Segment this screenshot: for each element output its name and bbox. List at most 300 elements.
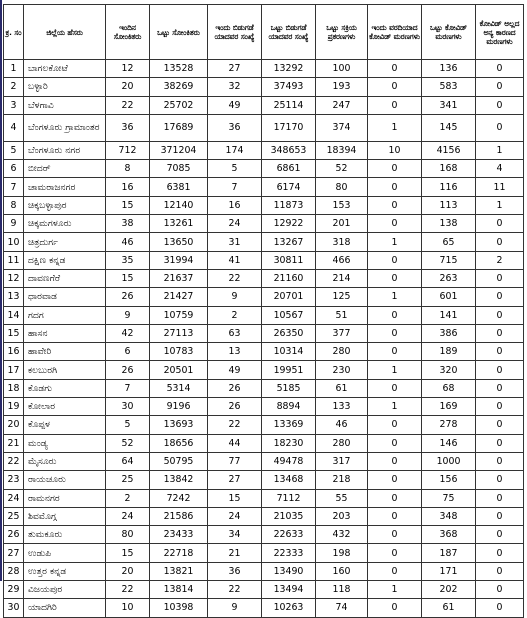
table-row — [4, 251, 524, 269]
cell-today-deaths: 1 — [368, 233, 422, 251]
cell-today-infected: 52 — [106, 434, 150, 452]
cell-serial: 29 — [4, 581, 24, 599]
cell-today-infected: 22 — [106, 581, 150, 599]
cell-non-covid-deaths: 0 — [476, 379, 524, 397]
cell-today-infected: 8 — [106, 160, 150, 178]
table-row — [4, 178, 524, 196]
cell-district-name: ಬೆಂಗಳೂರು ಗ್ರಾಮಾಂತರ — [24, 114, 106, 141]
cell-total-discharged: 25114 — [262, 96, 316, 114]
cell-today-deaths: 0 — [368, 60, 422, 78]
cell-today-deaths: 0 — [368, 324, 422, 342]
cell-district-name: ಹಾಸನ — [24, 324, 106, 342]
cell-today-deaths: 1 — [368, 581, 422, 599]
cell-today-deaths: 0 — [368, 452, 422, 470]
cell-today-discharged: 9 — [208, 288, 262, 306]
cell-today-infected: 20 — [106, 562, 150, 580]
cell-total-deaths: 386 — [422, 324, 476, 342]
cell-serial: 28 — [4, 562, 24, 580]
cell-serial: 30 — [4, 599, 24, 617]
table-row — [4, 379, 524, 397]
cell-district-name: ತುಮಕೂರು — [24, 526, 106, 544]
cell-total-deaths: 278 — [422, 416, 476, 434]
cell-active-cases: 374 — [316, 114, 368, 141]
cell-today-infected: 24 — [106, 507, 150, 525]
cell-today-deaths: 0 — [368, 526, 422, 544]
cell-district-name: ಬೆಳಗಾವಿ — [24, 96, 106, 114]
cell-today-infected: 9 — [106, 306, 150, 324]
cell-non-covid-deaths: 0 — [476, 526, 524, 544]
cell-total-infected: 13842 — [150, 471, 208, 489]
cell-today-discharged: 13 — [208, 343, 262, 361]
cell-active-cases: 18394 — [316, 141, 368, 159]
cell-today-infected: 64 — [106, 452, 150, 470]
cell-today-deaths: 0 — [368, 507, 422, 525]
cell-non-covid-deaths: 0 — [476, 398, 524, 416]
cell-total-deaths: 601 — [422, 288, 476, 306]
header-total-infected: ಒಟ್ಟು ಸೋಂಕಿತರು — [150, 5, 208, 60]
cell-today-deaths: 0 — [368, 269, 422, 287]
cell-total-infected: 38269 — [150, 78, 208, 96]
table-row — [4, 215, 524, 233]
table-row — [4, 269, 524, 287]
cell-total-discharged: 20701 — [262, 288, 316, 306]
cell-total-deaths: 136 — [422, 60, 476, 78]
header-serial: ಕ್ರ. ಸಂ — [4, 5, 24, 60]
table-row — [4, 398, 524, 416]
cell-total-discharged: 10314 — [262, 343, 316, 361]
cell-serial: 17 — [4, 361, 24, 379]
cell-non-covid-deaths: 0 — [476, 471, 524, 489]
cell-total-deaths: 1000 — [422, 452, 476, 470]
cell-today-discharged: 41 — [208, 251, 262, 269]
cell-total-infected: 371204 — [150, 141, 208, 159]
cell-non-covid-deaths: 0 — [476, 581, 524, 599]
cell-total-infected: 20501 — [150, 361, 208, 379]
cell-total-discharged: 26350 — [262, 324, 316, 342]
cell-today-discharged: 22 — [208, 269, 262, 287]
cell-today-deaths: 0 — [368, 434, 422, 452]
cell-total-deaths: 348 — [422, 507, 476, 525]
cell-serial: 4 — [4, 114, 24, 141]
cell-non-covid-deaths: 0 — [476, 269, 524, 287]
cell-today-infected: 15 — [106, 196, 150, 214]
cell-today-infected: 7 — [106, 379, 150, 397]
cell-serial: 16 — [4, 343, 24, 361]
cell-total-deaths: 715 — [422, 251, 476, 269]
cell-active-cases: 280 — [316, 343, 368, 361]
cell-total-deaths: 341 — [422, 96, 476, 114]
cell-today-infected: 46 — [106, 233, 150, 251]
cell-total-infected: 10783 — [150, 343, 208, 361]
cell-non-covid-deaths: 11 — [476, 178, 524, 196]
cell-total-discharged: 13468 — [262, 471, 316, 489]
table-row — [4, 114, 524, 141]
cell-non-covid-deaths: 0 — [476, 489, 524, 507]
cell-active-cases: 377 — [316, 324, 368, 342]
cell-today-deaths: 0 — [368, 78, 422, 96]
cell-non-covid-deaths: 0 — [476, 544, 524, 562]
cell-total-discharged: 22333 — [262, 544, 316, 562]
cell-district-name: ಕೊಡಗು — [24, 379, 106, 397]
header-row — [4, 5, 524, 60]
cell-active-cases: 230 — [316, 361, 368, 379]
cell-active-cases: 247 — [316, 96, 368, 114]
cell-total-deaths: 146 — [422, 434, 476, 452]
cell-serial: 18 — [4, 379, 24, 397]
table-body — [4, 60, 524, 618]
cell-district-name: ದಾವಣಗೆರೆ — [24, 269, 106, 287]
cell-active-cases: 214 — [316, 269, 368, 287]
table-row — [4, 507, 524, 525]
cell-today-discharged: 7 — [208, 178, 262, 196]
cell-today-discharged: 49 — [208, 361, 262, 379]
cell-today-deaths: 0 — [368, 544, 422, 562]
cell-today-infected: 42 — [106, 324, 150, 342]
cell-today-discharged: 27 — [208, 471, 262, 489]
header-total-discharged: ಒಟ್ಟು ಬಿಡುಗಡೆ ಯಾದವರ ಸಂಖ್ಯೆ — [262, 5, 316, 60]
cell-district-name: ಚಾಮರಾಜನಗರ — [24, 178, 106, 196]
cell-total-infected: 13650 — [150, 233, 208, 251]
cell-total-infected: 18656 — [150, 434, 208, 452]
cell-serial: 2 — [4, 78, 24, 96]
cell-non-covid-deaths: 4 — [476, 160, 524, 178]
cell-today-discharged: 27 — [208, 60, 262, 78]
cell-today-deaths: 0 — [368, 489, 422, 507]
cell-district-name: ಶಿವಮೊಗ್ಗ — [24, 507, 106, 525]
cell-serial: 19 — [4, 398, 24, 416]
cell-today-discharged: 36 — [208, 562, 262, 580]
cell-today-discharged: 5 — [208, 160, 262, 178]
cell-total-deaths: 138 — [422, 215, 476, 233]
cell-active-cases: 80 — [316, 178, 368, 196]
cell-today-infected: 2 — [106, 489, 150, 507]
cell-total-discharged: 348653 — [262, 141, 316, 159]
cell-total-infected: 23433 — [150, 526, 208, 544]
cell-today-discharged: 31 — [208, 233, 262, 251]
cell-district-name: ರಾಮನಗರ — [24, 489, 106, 507]
cell-total-discharged: 17170 — [262, 114, 316, 141]
cell-total-discharged: 30811 — [262, 251, 316, 269]
cell-active-cases: 160 — [316, 562, 368, 580]
table-row — [4, 60, 524, 78]
cell-serial: 1 — [4, 60, 24, 78]
cell-today-discharged: 32 — [208, 78, 262, 96]
cell-today-infected: 36 — [106, 114, 150, 141]
cell-non-covid-deaths: 0 — [476, 361, 524, 379]
cell-active-cases: 201 — [316, 215, 368, 233]
cell-non-covid-deaths: 0 — [476, 215, 524, 233]
cell-total-infected: 17689 — [150, 114, 208, 141]
cell-serial: 5 — [4, 141, 24, 159]
cell-total-deaths: 116 — [422, 178, 476, 196]
cell-today-deaths: 0 — [368, 599, 422, 617]
cell-total-discharged: 18230 — [262, 434, 316, 452]
cell-total-discharged: 8894 — [262, 398, 316, 416]
cell-active-cases: 46 — [316, 416, 368, 434]
cell-serial: 7 — [4, 178, 24, 196]
cell-total-infected: 21637 — [150, 269, 208, 287]
cell-today-deaths: 0 — [368, 96, 422, 114]
cell-today-discharged: 174 — [208, 141, 262, 159]
cell-today-discharged: 21 — [208, 544, 262, 562]
cell-serial: 15 — [4, 324, 24, 342]
cell-total-deaths: 583 — [422, 78, 476, 96]
cell-non-covid-deaths: 0 — [476, 324, 524, 342]
cell-district-name: ಬಳ್ಳಾರಿ — [24, 78, 106, 96]
cell-total-discharged: 37493 — [262, 78, 316, 96]
table-row — [4, 196, 524, 214]
cell-today-discharged: 49 — [208, 96, 262, 114]
cell-district-name: ಮಂಡ್ಯ — [24, 434, 106, 452]
cell-district-name: ಬೀದರ್ — [24, 160, 106, 178]
cell-active-cases: 118 — [316, 581, 368, 599]
cell-today-infected: 26 — [106, 361, 150, 379]
cell-district-name: ರಾಯಚೂರು — [24, 471, 106, 489]
cell-total-infected: 7085 — [150, 160, 208, 178]
cell-active-cases: 61 — [316, 379, 368, 397]
cell-today-infected: 5 — [106, 416, 150, 434]
header-total-deaths: ಒಟ್ಟು ಕೋವಿಡ್ ಮರಣಗಳು — [422, 5, 476, 60]
cell-active-cases: 193 — [316, 78, 368, 96]
cell-today-deaths: 10 — [368, 141, 422, 159]
cell-total-infected: 21427 — [150, 288, 208, 306]
cell-total-deaths: 68 — [422, 379, 476, 397]
cell-today-infected: 16 — [106, 178, 150, 196]
cell-non-covid-deaths: 1 — [476, 196, 524, 214]
cell-active-cases: 153 — [316, 196, 368, 214]
cell-district-name: ಚಿಕ್ಕಬಳ್ಳಾಪುರ — [24, 196, 106, 214]
cell-total-deaths: 263 — [422, 269, 476, 287]
cell-total-infected: 50795 — [150, 452, 208, 470]
cell-active-cases: 55 — [316, 489, 368, 507]
cell-serial: 12 — [4, 269, 24, 287]
header-today-deaths: ಇಂದು ವರದಿಯಾದ ಕೋವಿಡ್ ಮರಣಗಳು — [368, 5, 422, 60]
cell-active-cases: 125 — [316, 288, 368, 306]
cell-total-deaths: 4156 — [422, 141, 476, 159]
cell-serial: 23 — [4, 471, 24, 489]
cell-total-infected: 27113 — [150, 324, 208, 342]
cell-total-deaths: 168 — [422, 160, 476, 178]
cell-today-discharged: 24 — [208, 215, 262, 233]
cell-serial: 21 — [4, 434, 24, 452]
cell-today-infected: 30 — [106, 398, 150, 416]
cell-today-infected: 35 — [106, 251, 150, 269]
cell-today-deaths: 0 — [368, 251, 422, 269]
cell-today-discharged: 63 — [208, 324, 262, 342]
cell-today-discharged: 24 — [208, 507, 262, 525]
table-row — [4, 452, 524, 470]
cell-non-covid-deaths: 0 — [476, 562, 524, 580]
cell-total-discharged: 13494 — [262, 581, 316, 599]
cell-active-cases: 52 — [316, 160, 368, 178]
cell-today-discharged: 26 — [208, 379, 262, 397]
cell-total-discharged: 13369 — [262, 416, 316, 434]
cell-today-infected: 712 — [106, 141, 150, 159]
header-active-cases: ಒಟ್ಟು ಸಕ್ರಿಯ ಪ್ರಕರಣಗಳು — [316, 5, 368, 60]
cell-today-discharged: 22 — [208, 581, 262, 599]
cell-total-discharged: 13267 — [262, 233, 316, 251]
cell-non-covid-deaths: 0 — [476, 343, 524, 361]
cell-today-discharged: 26 — [208, 398, 262, 416]
cell-total-infected: 25702 — [150, 96, 208, 114]
cell-today-discharged: 34 — [208, 526, 262, 544]
cell-total-discharged: 21160 — [262, 269, 316, 287]
cell-non-covid-deaths: 0 — [476, 434, 524, 452]
table-row — [4, 599, 524, 617]
cell-active-cases: 466 — [316, 251, 368, 269]
cell-district-name: ಕಲಬುರಗಿ — [24, 361, 106, 379]
cell-non-covid-deaths: 0 — [476, 96, 524, 114]
cell-active-cases: 432 — [316, 526, 368, 544]
cell-total-infected: 10398 — [150, 599, 208, 617]
cell-district-name: ಯಾದಗಿರಿ — [24, 599, 106, 617]
cell-active-cases: 317 — [316, 452, 368, 470]
cell-total-infected: 31994 — [150, 251, 208, 269]
cell-total-discharged: 13490 — [262, 562, 316, 580]
table-row — [4, 416, 524, 434]
cell-district-name: ಬೆಂಗಳೂರು ನಗರ — [24, 141, 106, 159]
cell-active-cases: 280 — [316, 434, 368, 452]
cell-total-deaths: 189 — [422, 343, 476, 361]
cell-today-deaths: 1 — [368, 288, 422, 306]
table-row — [4, 233, 524, 251]
cell-total-discharged: 7112 — [262, 489, 316, 507]
cell-today-deaths: 0 — [368, 215, 422, 233]
cell-today-discharged: 16 — [208, 196, 262, 214]
cell-serial: 11 — [4, 251, 24, 269]
cell-today-deaths: 0 — [368, 471, 422, 489]
cell-non-covid-deaths: 0 — [476, 114, 524, 141]
header-today-discharged: ಇಂದು ಬಿಡುಗಡೆ ಯಾದವರ ಸಂಖ್ಯೆ — [208, 5, 262, 60]
cell-serial: 27 — [4, 544, 24, 562]
cell-non-covid-deaths: 0 — [476, 507, 524, 525]
cell-district-name: ಕೋಲಾರ — [24, 398, 106, 416]
cell-total-discharged: 6861 — [262, 160, 316, 178]
cell-district-name: ಉಡುಪಿ — [24, 544, 106, 562]
table-row — [4, 562, 524, 580]
cell-total-infected: 9196 — [150, 398, 208, 416]
cell-total-infected: 5314 — [150, 379, 208, 397]
table-row — [4, 544, 524, 562]
cell-today-infected: 12 — [106, 60, 150, 78]
cell-total-deaths: 61 — [422, 599, 476, 617]
cell-total-discharged: 49478 — [262, 452, 316, 470]
cell-total-discharged: 10567 — [262, 306, 316, 324]
cell-non-covid-deaths: 0 — [476, 599, 524, 617]
cell-total-deaths: 202 — [422, 581, 476, 599]
cell-total-deaths: 145 — [422, 114, 476, 141]
cell-total-discharged: 10263 — [262, 599, 316, 617]
cell-today-infected: 10 — [106, 599, 150, 617]
district-covid-table — [3, 4, 524, 618]
cell-today-infected: 22 — [106, 96, 150, 114]
cell-district-name: ಧಾರವಾಡ — [24, 288, 106, 306]
cell-total-discharged: 6174 — [262, 178, 316, 196]
cell-total-infected: 7242 — [150, 489, 208, 507]
cell-serial: 9 — [4, 215, 24, 233]
header-today-infected: ಇಂದಿನ ಸೋಂಕಿತರು — [106, 5, 150, 60]
cell-today-deaths: 0 — [368, 379, 422, 397]
cell-active-cases: 74 — [316, 599, 368, 617]
cell-active-cases: 218 — [316, 471, 368, 489]
table-row — [4, 96, 524, 114]
cell-today-infected: 15 — [106, 544, 150, 562]
cell-district-name: ಮೈಸೂರು — [24, 452, 106, 470]
cell-total-infected: 12140 — [150, 196, 208, 214]
cell-non-covid-deaths: 0 — [476, 288, 524, 306]
cell-total-infected: 10759 — [150, 306, 208, 324]
cell-total-discharged: 13292 — [262, 60, 316, 78]
cell-non-covid-deaths: 0 — [476, 233, 524, 251]
cell-serial: 22 — [4, 452, 24, 470]
cell-today-discharged: 2 — [208, 306, 262, 324]
cell-total-deaths: 368 — [422, 526, 476, 544]
cell-today-deaths: 0 — [368, 160, 422, 178]
cell-district-name: ಉತ್ತರ ಕನ್ನಡ — [24, 562, 106, 580]
cell-serial: 13 — [4, 288, 24, 306]
cell-today-deaths: 0 — [368, 306, 422, 324]
cell-total-deaths: 169 — [422, 398, 476, 416]
cell-today-deaths: 1 — [368, 114, 422, 141]
table-row — [4, 343, 524, 361]
cell-serial: 8 — [4, 196, 24, 214]
table-row — [4, 324, 524, 342]
cell-district-name: ಕೊಪ್ಪಳ — [24, 416, 106, 434]
cell-district-name: ಚಿತ್ರದುರ್ಗ — [24, 233, 106, 251]
cell-serial: 24 — [4, 489, 24, 507]
cell-today-infected: 38 — [106, 215, 150, 233]
cell-today-deaths: 0 — [368, 196, 422, 214]
cell-total-deaths: 75 — [422, 489, 476, 507]
cell-active-cases: 51 — [316, 306, 368, 324]
cell-serial: 25 — [4, 507, 24, 525]
cell-today-infected: 25 — [106, 471, 150, 489]
cell-serial: 10 — [4, 233, 24, 251]
cell-total-deaths: 171 — [422, 562, 476, 580]
cell-total-infected: 13528 — [150, 60, 208, 78]
cell-total-infected: 21586 — [150, 507, 208, 525]
cell-today-deaths: 0 — [368, 343, 422, 361]
cell-serial: 14 — [4, 306, 24, 324]
table-header — [4, 5, 524, 60]
cell-active-cases: 203 — [316, 507, 368, 525]
cell-today-deaths: 1 — [368, 398, 422, 416]
cell-today-deaths: 0 — [368, 178, 422, 196]
table-row — [4, 141, 524, 159]
cell-active-cases: 318 — [316, 233, 368, 251]
cell-today-deaths: 0 — [368, 416, 422, 434]
cell-total-deaths: 156 — [422, 471, 476, 489]
cell-active-cases: 133 — [316, 398, 368, 416]
cell-total-discharged: 21035 — [262, 507, 316, 525]
cell-total-deaths: 65 — [422, 233, 476, 251]
cell-district-name: ದಕ್ಷಿಣ ಕನ್ನಡ — [24, 251, 106, 269]
table-row — [4, 581, 524, 599]
cell-non-covid-deaths: 1 — [476, 141, 524, 159]
cell-total-deaths: 320 — [422, 361, 476, 379]
cell-total-deaths: 187 — [422, 544, 476, 562]
cell-total-infected: 13693 — [150, 416, 208, 434]
cell-district-name: ಗದಗ — [24, 306, 106, 324]
header-district: ಜಿಲ್ಲೆಯ ಹೆಸರು — [24, 5, 106, 60]
cell-today-discharged: 77 — [208, 452, 262, 470]
cell-district-name: ಹಾವೇರಿ — [24, 343, 106, 361]
cell-today-infected: 6 — [106, 343, 150, 361]
cell-total-infected: 13261 — [150, 215, 208, 233]
table-row — [4, 306, 524, 324]
cell-today-infected: 26 — [106, 288, 150, 306]
cell-today-infected: 80 — [106, 526, 150, 544]
